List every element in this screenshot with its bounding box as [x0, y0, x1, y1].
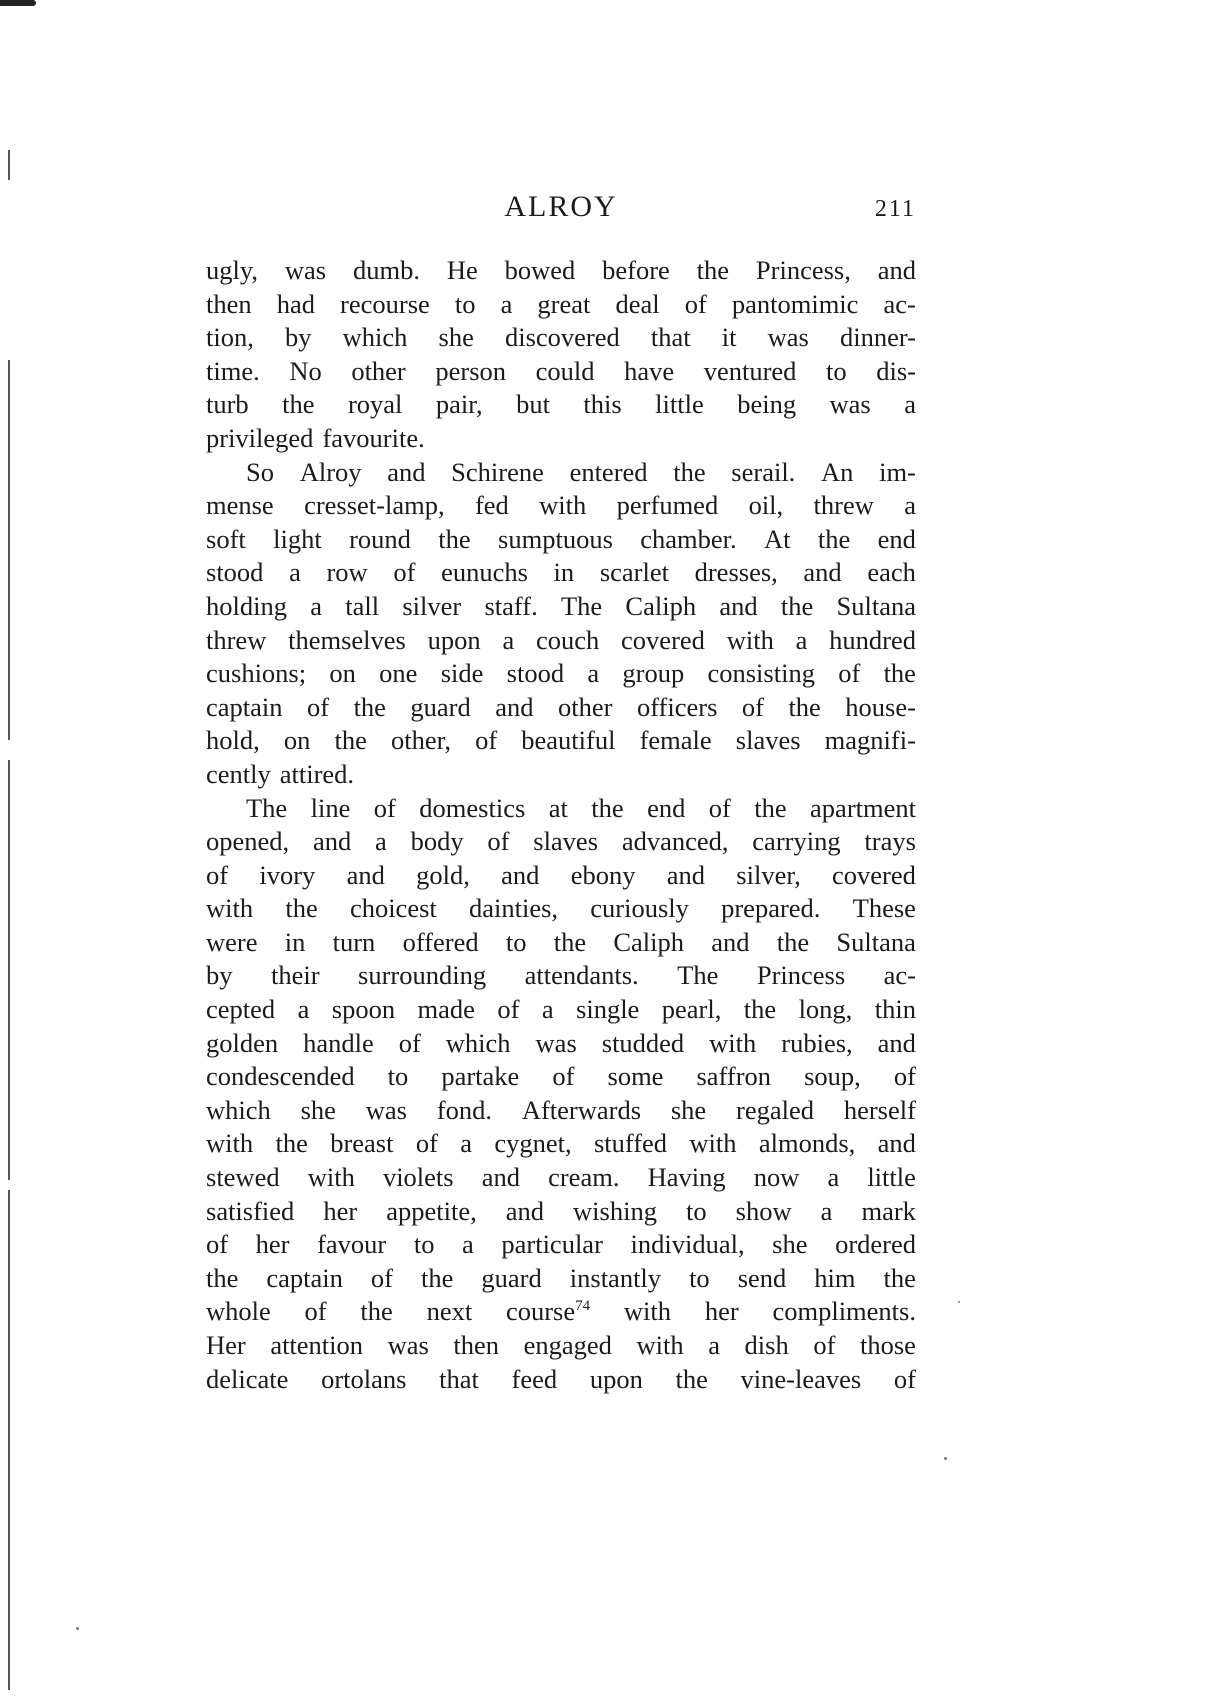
- text-line: ugly, was dumb. He bowed before the Princess, and: [206, 255, 916, 285]
- text-line: time. No other person could have ventured to dis-: [206, 355, 916, 386]
- scan-speck: [944, 1457, 947, 1460]
- text-line: were in turn offered to the Caliph and the Sultana: [206, 926, 916, 957]
- scan-edge-mark: [8, 760, 10, 1180]
- text-line: satisfied her appetite, and wishing to show a mark: [206, 1195, 916, 1226]
- text-line: of ivory and gold, and ebony and silver, covered: [206, 859, 916, 890]
- running-title: ALROY: [504, 190, 618, 223]
- text-line: Her attention was then engaged with a dish of those: [206, 1330, 916, 1360]
- text-line: with the choicest dainties, curiously prepared. These: [206, 893, 916, 924]
- text-line: by their surrounding attendants. The Princess ac-: [206, 960, 916, 991]
- footnote-marker: 74: [575, 1298, 591, 1315]
- text-line: So Alroy and Schirene entered the serail. An im-: [246, 456, 916, 487]
- text-line: privileged favourite.: [206, 422, 425, 453]
- text-line: cently attired.: [206, 758, 355, 789]
- text-line: hold, on the other, of beautiful female slaves magnifi-: [206, 725, 916, 756]
- scan-edge-mark: [8, 1190, 10, 1690]
- text-line: the captain of the guard instantly to send him the: [206, 1262, 916, 1293]
- text-line: delicate ortolans that feed upon the vine-leaves of: [206, 1363, 916, 1394]
- text-line: mense cresset-lamp, fed with perfumed oil, threw a: [206, 490, 916, 521]
- text-line: turb the royal pair, but this little being was a: [206, 389, 916, 420]
- text-line: threw themselves upon a couch covered with a hundred: [206, 624, 916, 655]
- scan-edge-mark: [8, 360, 10, 740]
- text-line: opened, and a body of slaves advanced, carrying trays: [206, 826, 916, 857]
- scan-corner-mark: [0, 0, 36, 6]
- text-line: golden handle of which was studded with rubies, and: [206, 1027, 916, 1058]
- text-line: then had recourse to a great deal of pantomimic ac-: [206, 288, 916, 319]
- text-line: with the breast of a cygnet, stuffed with almonds, and: [206, 1128, 916, 1159]
- text-line: of her favour to a particular individual, she ordered: [206, 1229, 916, 1260]
- body-text: [206, 254, 916, 1396]
- scan-speck: [958, 1301, 960, 1303]
- text-line: cepted a spoon made of a single pearl, the long, thin: [206, 994, 916, 1025]
- scan-speck: [76, 1627, 79, 1630]
- text-line: captain of the guard and other officers of the house-: [206, 691, 916, 722]
- text-line: The line of domestics at the end of the apartment: [246, 792, 916, 823]
- text-line: condescended to partake of some saffron soup, of: [206, 1061, 916, 1092]
- text-line: stewed with violets and cream. Having now a little: [206, 1162, 916, 1193]
- text-line: cushions; on one side stood a group consisting of the: [206, 658, 916, 689]
- text-line: which she was fond. Afterwards she regaled herself: [206, 1094, 916, 1125]
- page-header: [206, 190, 916, 230]
- text-line: whole of the next course$^{74}$ with her compliments.: [206, 1296, 916, 1327]
- text-line: soft light round the sumptuous chamber. At the end: [206, 523, 916, 554]
- text-line: tion, by which she discovered that it was dinner-: [206, 322, 916, 353]
- text-line: stood a row of eunuchs in scarlet dresses, and each: [206, 557, 916, 588]
- text-line: holding a tall silver staff. The Caliph and the Sultana: [206, 590, 916, 621]
- scan-edge-mark: [8, 150, 10, 180]
- page-number: 211: [874, 196, 916, 222]
